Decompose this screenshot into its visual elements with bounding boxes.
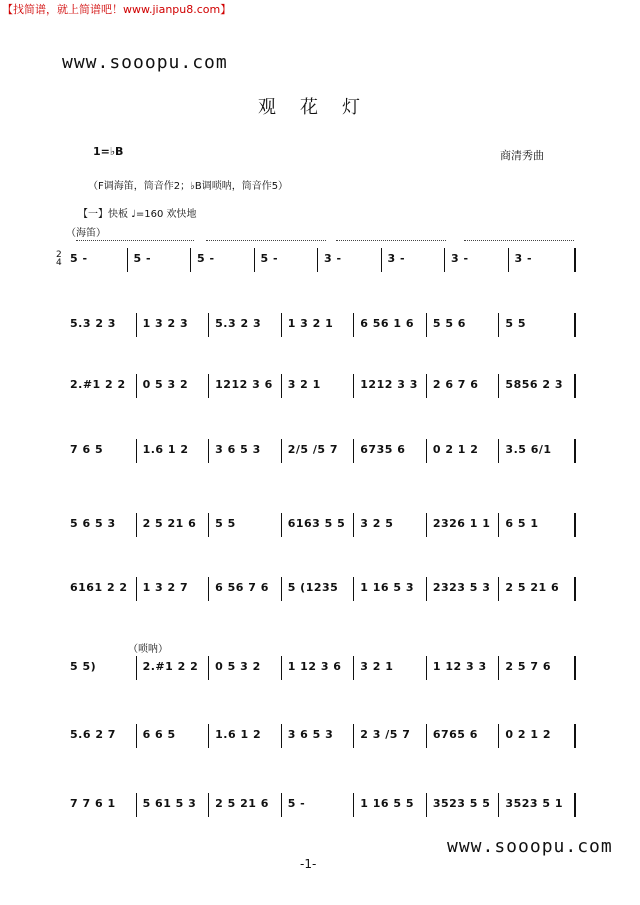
trill-line (464, 240, 574, 247)
score-title: 观花灯 (258, 97, 384, 118)
barline (426, 577, 427, 601)
row-end-barline (574, 374, 576, 398)
measure: 6 56 1 6 (360, 317, 415, 330)
measure: 3 - (451, 252, 469, 265)
time-signature-bottom: 4 (56, 258, 62, 268)
barline (353, 313, 354, 337)
measure: 6 56 7 6 (215, 581, 269, 594)
barline (136, 374, 137, 398)
barline (208, 313, 209, 337)
measure: 1212 3 3 (360, 378, 418, 391)
measure: 1212 3 6 (215, 378, 273, 391)
measure: 3 2 1 (360, 660, 394, 673)
notation-row (66, 660, 584, 682)
barline (426, 313, 427, 337)
section-label-haidi: （海笛） (66, 228, 106, 239)
measure: 2.#1 2 2 (142, 660, 199, 673)
measure: 2.#1 2 2 (70, 378, 126, 391)
barline (444, 248, 445, 272)
measure: 1 3 2 1 (287, 317, 334, 330)
barline (426, 513, 427, 537)
barline (208, 513, 209, 537)
measure: 1 3 2 3 (142, 317, 189, 330)
notation-row (66, 517, 584, 539)
measure: 5.6 2 7 (70, 728, 116, 741)
measure: 3 - (514, 252, 533, 265)
instrument-note: （F调海笛，筒音作2；♭B调唢呐，筒音作5） (88, 181, 289, 192)
barline (136, 577, 137, 601)
barline (136, 656, 137, 680)
measure: 1 16 5 5 (360, 797, 415, 810)
barline (190, 248, 191, 272)
trill-line (336, 240, 446, 247)
measure: 1.6 1 2 (215, 728, 262, 741)
barline (281, 577, 282, 601)
barline (353, 793, 354, 817)
measure: 3 - (387, 252, 406, 265)
measure: 2 5 21 6 (505, 581, 560, 594)
measure: 5.3 2 3 (215, 317, 262, 330)
measure: 3523 5 5 (432, 797, 491, 810)
barline (353, 439, 354, 463)
barline (353, 724, 354, 748)
barline (208, 374, 209, 398)
barline (281, 513, 282, 537)
measure: 1.6 1 2 (142, 443, 189, 456)
measure: 6163 5 5 (287, 517, 346, 530)
measure: 1 3 2 7 (142, 581, 189, 594)
barline (498, 513, 499, 537)
barline (136, 793, 137, 817)
measure: 1 12 3 6 (287, 660, 342, 673)
row-end-barline (574, 439, 576, 463)
barline (127, 248, 128, 272)
page-number: -1- (300, 857, 317, 871)
measure: 7 7 6 1 (70, 797, 116, 810)
measure: 2/5 /5 7 (287, 443, 339, 456)
notation-row (66, 378, 584, 400)
barline (136, 439, 137, 463)
measure: 6735 6 (360, 443, 406, 456)
row-end-barline (574, 513, 576, 537)
barline (353, 656, 354, 680)
tempo-marking: 【一】快板 ♩=160 欢快地 (78, 209, 197, 220)
barline (353, 374, 354, 398)
barline (208, 439, 209, 463)
measure: 5 - (287, 797, 306, 810)
time-signature (56, 251, 62, 267)
measure: 0 5 3 2 (142, 378, 189, 391)
barline (208, 656, 209, 680)
row-end-barline (574, 313, 576, 337)
barline (317, 248, 318, 272)
measure: 3 2 1 (287, 378, 321, 391)
barline (426, 374, 427, 398)
measure: 5 - (133, 252, 152, 265)
row-end-barline (574, 248, 576, 272)
barline (426, 656, 427, 680)
barline (281, 793, 282, 817)
barline (498, 439, 499, 463)
barline (136, 724, 137, 748)
watermark-bottom: www.sooopu.com (447, 836, 613, 857)
barline (498, 313, 499, 337)
barline (498, 656, 499, 680)
barline (208, 724, 209, 748)
key-signature: 1=♭B (93, 145, 124, 158)
row-end-barline (574, 724, 576, 748)
measure: 5 - (197, 252, 215, 265)
row-end-barline (574, 577, 576, 601)
barline (508, 248, 509, 272)
row-end-barline (574, 656, 576, 680)
notation-row (66, 728, 584, 750)
notation-row (66, 252, 584, 274)
measure: 2 6 7 6 (432, 378, 479, 391)
barline (426, 793, 427, 817)
barline (136, 313, 137, 337)
barline (498, 577, 499, 601)
measure: 0 2 1 2 (432, 443, 479, 456)
barline (353, 513, 354, 537)
barline (136, 513, 137, 537)
barline (426, 724, 427, 748)
barline (208, 577, 209, 601)
barline (281, 656, 282, 680)
barline (426, 439, 427, 463)
measure: 5 (1235 (287, 581, 339, 594)
notation-row (66, 317, 584, 339)
measure: 6765 6 (432, 728, 478, 741)
measure: 5856 2 3 (505, 378, 564, 391)
measure: 7 6 5 (70, 443, 104, 456)
measure: 3 6 5 3 (215, 443, 261, 456)
section-label-suona: （唢呐） (128, 644, 168, 655)
barline (353, 577, 354, 601)
row-end-barline (574, 793, 576, 817)
measure: 3 - (324, 252, 342, 265)
time-signature-top: 2 (56, 250, 62, 260)
measure: 5 61 5 3 (142, 797, 197, 810)
measure: 6161 2 2 (70, 581, 128, 594)
measure: 3523 5 1 (505, 797, 564, 810)
measure: 2 5 21 6 (215, 797, 269, 810)
measure: 5 5) (70, 660, 97, 673)
measure: 5 5 (215, 517, 236, 530)
measure: 1 12 3 3 (432, 660, 487, 673)
measure: 2326 1 1 (432, 517, 491, 530)
trill-line (76, 240, 194, 247)
measure: 1 16 5 3 (360, 581, 415, 594)
barline (208, 793, 209, 817)
barline (281, 313, 282, 337)
barline (498, 724, 499, 748)
barline (281, 374, 282, 398)
measure: 5 5 (505, 317, 527, 330)
measure: 0 2 1 2 (505, 728, 552, 741)
measure: 5 5 6 (432, 317, 466, 330)
measure: 5 - (260, 252, 279, 265)
measure: 6 5 1 (505, 517, 539, 530)
barline (498, 374, 499, 398)
trill-line (206, 240, 326, 247)
barline (281, 439, 282, 463)
notation-row (66, 581, 584, 603)
measure: 3 6 5 3 (287, 728, 334, 741)
measure: 3 2 5 (360, 517, 394, 530)
measure: 3.5 6/1 (505, 443, 552, 456)
barline (498, 793, 499, 817)
watermark-top: www.sooopu.com (62, 52, 228, 73)
barline (381, 248, 382, 272)
measure: 2 5 21 6 (142, 517, 197, 530)
barline (281, 724, 282, 748)
measure: 5.3 2 3 (70, 317, 116, 330)
measure: 2 5 7 6 (505, 660, 552, 673)
measure: 0 5 3 2 (215, 660, 261, 673)
measure: 6 6 5 (142, 728, 176, 741)
measure: 5 6 5 3 (70, 517, 116, 530)
composer-credit: 商清秀曲 (500, 149, 544, 162)
measure: 2 3 /5 7 (360, 728, 411, 741)
barline (254, 248, 255, 272)
measure: 5 - (70, 252, 88, 265)
measure: 2323 5 3 (432, 581, 491, 594)
source-link[interactable]: 【找简谱，就上简谱吧！www.jianpu8.com】 (2, 3, 232, 16)
notation-row (66, 797, 584, 819)
notation-row (66, 443, 584, 465)
